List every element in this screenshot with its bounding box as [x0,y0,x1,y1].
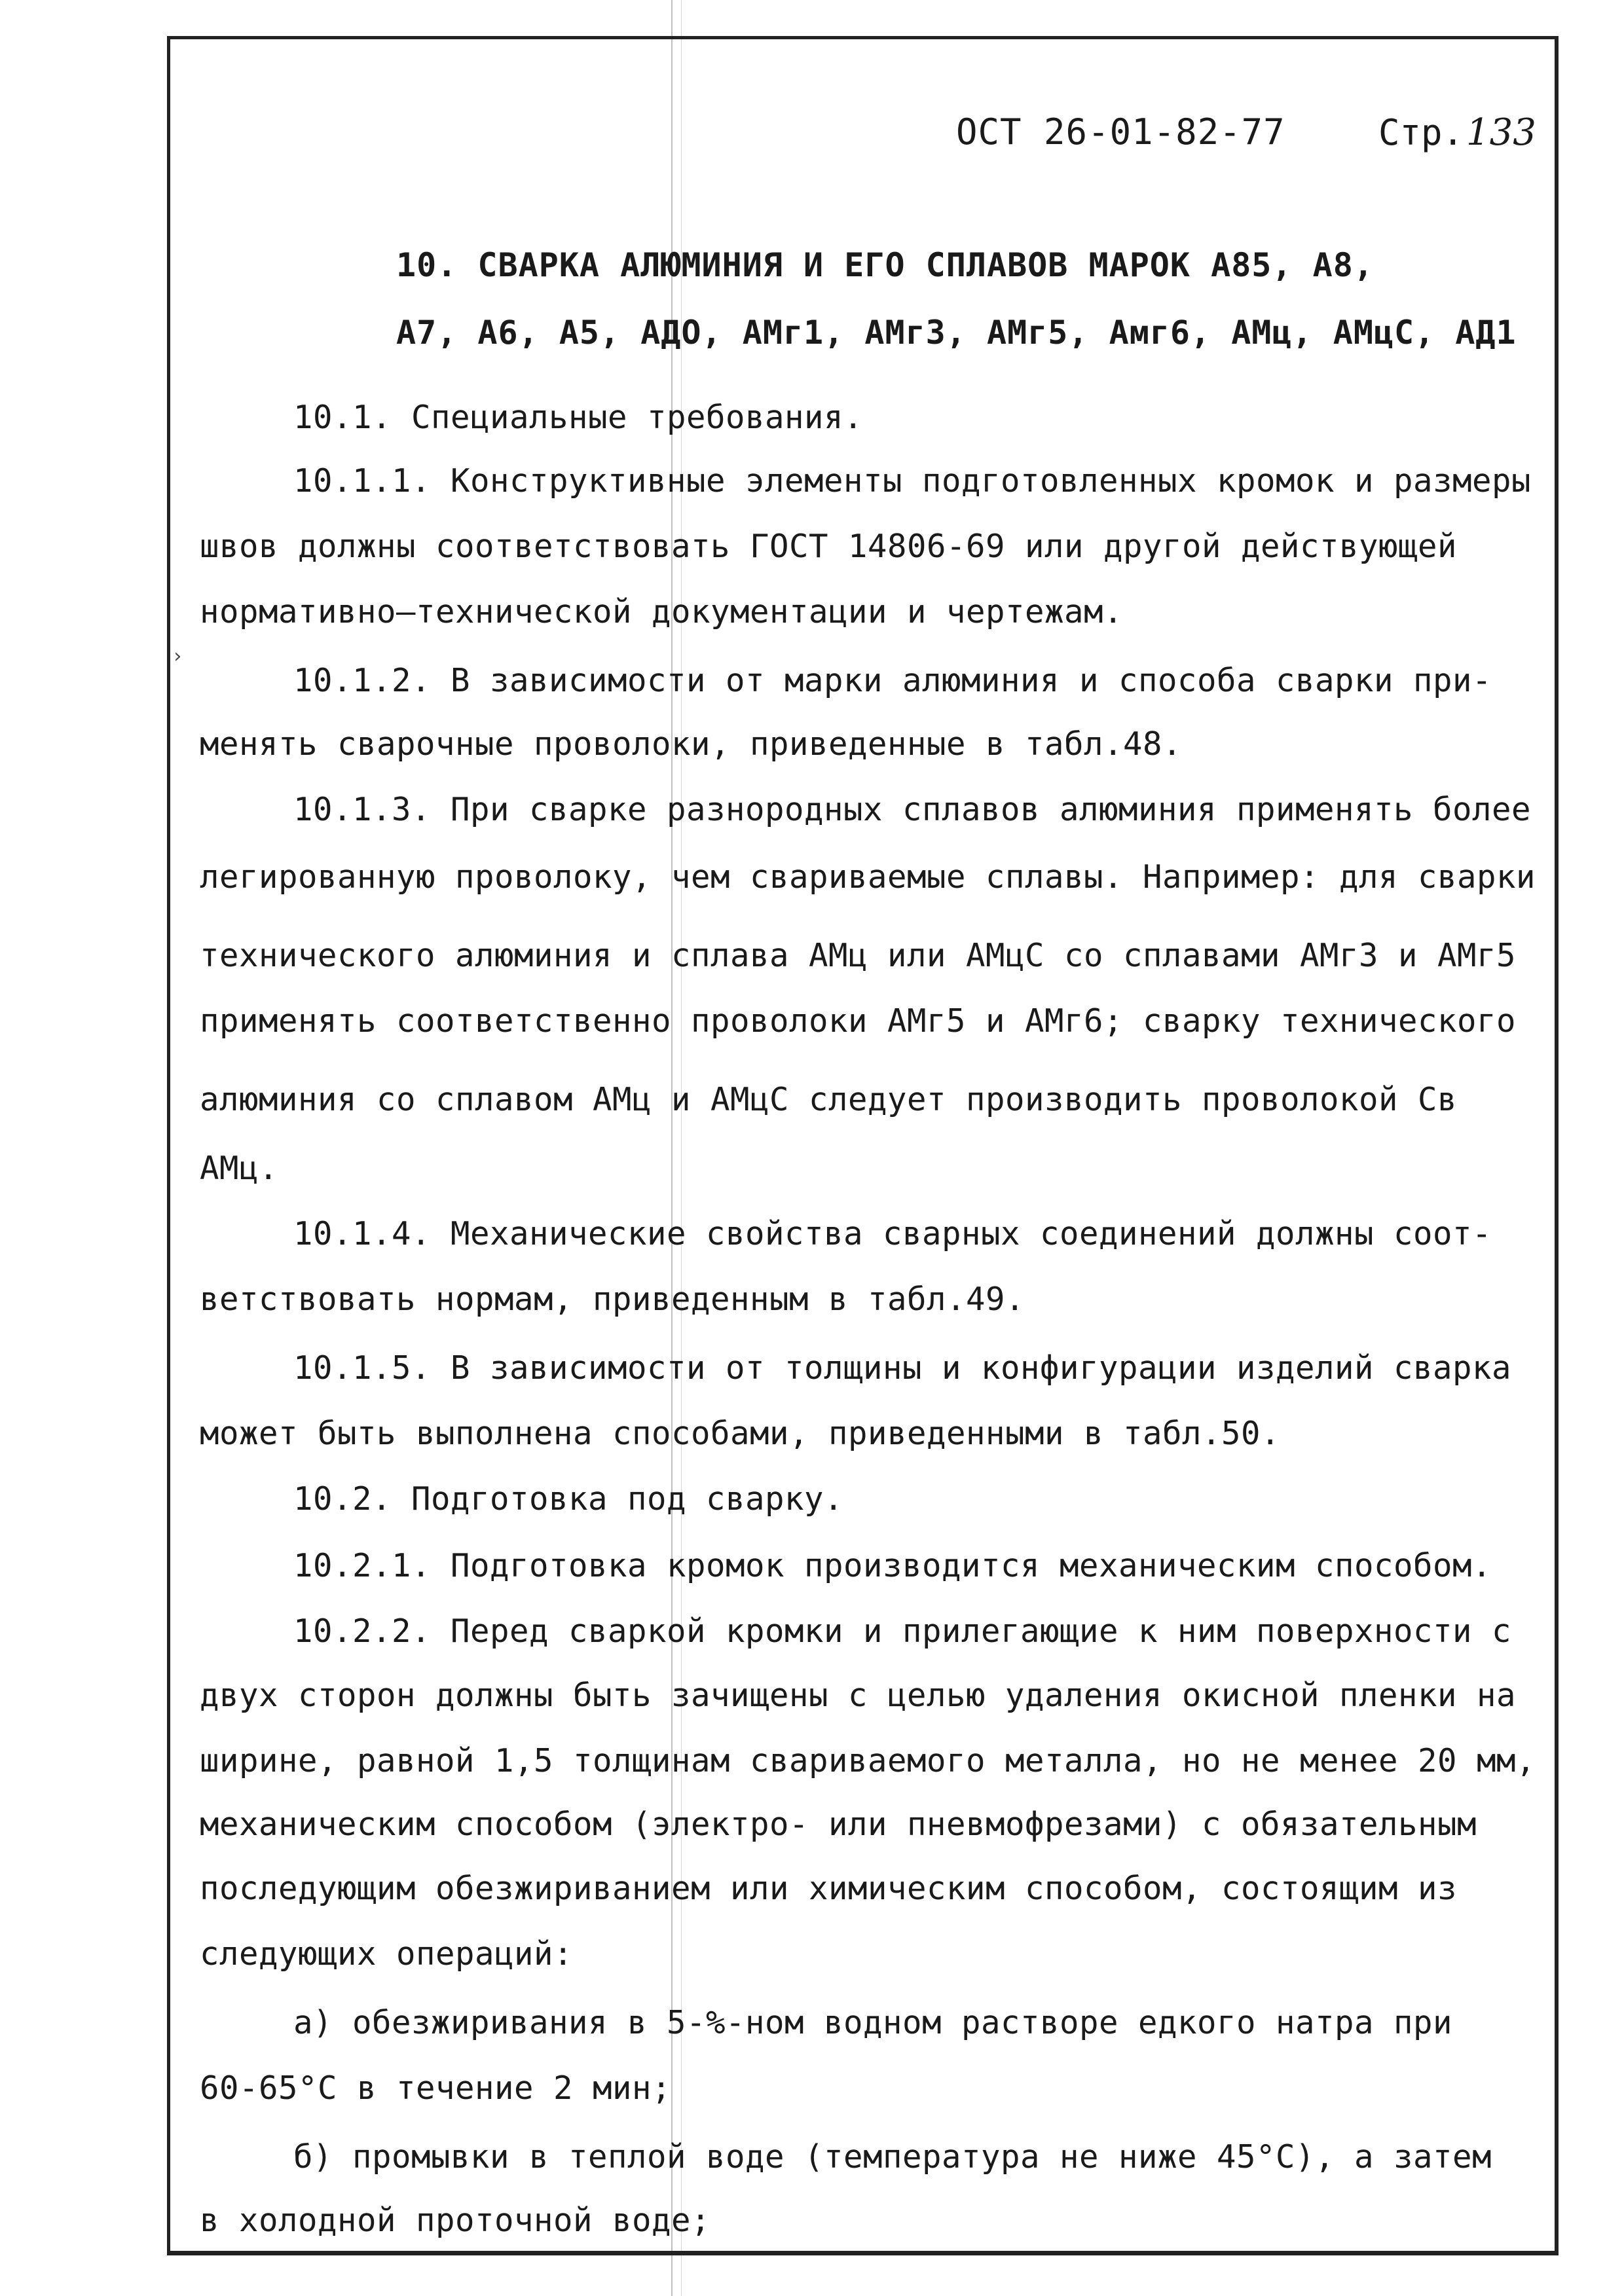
paragraph-line: 10.1.2. В зависимости от марки алюминия и способа сварки при- [293,662,1492,699]
list-item: 60-65°С в течение 2 мин; [200,2069,672,2107]
margin-mark: › [172,645,184,668]
subsection-heading: 10.2. Подготовка под сварку. [293,1480,844,1518]
page-number-label [1378,111,1536,154]
subsection-heading: 10.1. Специальные требования. [293,399,864,436]
list-item: а) обезжиривания в 5-%-ном водном растворе едкого натра при [293,2004,1453,2041]
section-title-line-2: А7, А6, А5, АДО, АМг1, АМг3, АМг5, Амг6, АМц, АМцС, АД1 [396,314,1517,352]
paragraph-line: нормативно—технической документации и чертежам. [200,593,1124,630]
list-item: б) промывки в теплой воде (температура не ниже 45°С), а затем [293,2138,1492,2176]
paragraph-line: технического алюминия и сплава АМц или АМцС со сплавами АМг3 и АМг5 [200,937,1517,974]
paragraph-line: 10.1.4. Механические свойства сварных соединений должны соот- [293,1215,1492,1252]
paragraph-line: 10.2.1. Подготовка кромок производится механическим способом. [293,1547,1492,1584]
list-item: в холодной проточной воде; [200,2202,711,2239]
paragraph-line: менять сварочные проволоки, приведенные в табл.48. [200,725,1183,763]
paragraph-line: механическим способом (электро- или пневмофрезами) с обязательным [200,1806,1477,1843]
paragraph-line: следующих операций: [200,1935,574,1973]
paragraph-line: 10.1.1. Конструктивные элементы подготовленных кромок и размеры [293,462,1532,500]
paragraph-line: последующим обезжириванием или химическим способом, состоящим из [200,1870,1458,1907]
paragraph-line: легированную проволоку, чем свариваемые сплавы. Например: для сварки [200,858,1536,896]
paragraph-line: 10.2.2. Перед сваркой кромки и прилегающие к ним поверхности с [293,1613,1512,1650]
paragraph-line: 10.1.5. В зависимости от толщины и конфигурации изделий сварка [293,1349,1512,1387]
section-title-line-1: 10. СВАРКА АЛЮМИНИЯ И ЕГО СПЛАВОВ МАРОК А85, А8, [396,246,1374,284]
paragraph-line: может быть выполнена способами, приведенными в табл.50. [200,1415,1281,1452]
paragraph-line: АМц. [200,1150,279,1187]
page-label-text: Стр. [1378,112,1464,153]
page-frame [167,36,1559,2255]
paragraph-line: швов должны соответствовать ГОСТ 14806-69 или другой действующей [200,528,1458,565]
paragraph-line: применять соответственно проволоки АМг5 и АМг6; сварку технического [200,1002,1517,1040]
paragraph-line: алюминия со сплавом АМц и АМцС следует производить проволокой Св [200,1081,1458,1118]
paragraph-line: 10.1.3. При сварке разнородных сплавов алюминия применять более [293,791,1532,828]
paragraph-line: двух сторон должны быть зачищены с целью удаления окисной пленки на [200,1677,1517,1714]
paragraph-line: ветствовать нормам, приведенным в табл.49. [200,1281,1025,1318]
paragraph-line: ширине, равной 1,5 толщинам свариваемого металла, но не менее 20 мм, [200,1742,1536,1779]
page-number: 133 [1466,111,1536,154]
document-code: ОСТ 26-01-82-77 [956,111,1285,153]
